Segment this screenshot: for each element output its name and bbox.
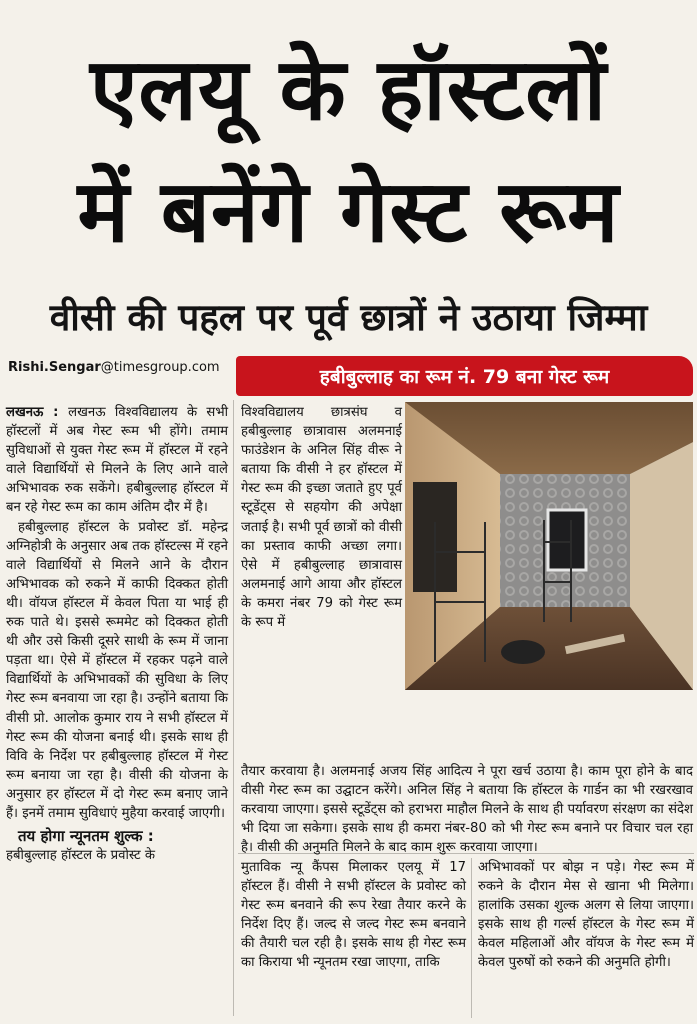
headline-line-2: में बनेंगे गेस्ट रूम [77,162,620,262]
guest-room-photo [405,402,693,690]
article-bottom-column-1: मुताविक न्यू कैंपस मिलाकर एलयू में 17 हॉस्टल हैं। वीसी ने सभी हॉस्टल के प्रवोस्ट को गेस्ट रूम बनवाने की रूप रेखा तैयार करने के निर्देश दिए हैं। जल्द से जल्द गेस्ट रूम बनवाने की तैयारी चल रही है। इसके साथ ही गेस्ट रूम का किराया भी न्यूनतम रखा जाएगा, ताकि [241,860,466,971]
subheadline: वीसी की पहल पर पूर्व छात्रों ने उठाया जिम्मा [49,296,648,339]
side-headline: हबीबुल्लाह का रूम नं. 79 बना गेस्ट रूम [319,366,610,388]
byline-domain: @timesgroup.com [100,360,220,375]
dateline: लखनऊ : [6,405,69,420]
byline [8,360,220,375]
article-wide-paragraph: तैयार करवाया है। अलमनाई अजय सिंह आदित्य ने पूरा खर्च उठाया है। काम पूरा होने के बाद वीसी गेस्ट रूम का उद्घाटन करेंगे। अनिल सिंह ने बताया कि हॉस्टल के गार्डन का भी रखरखाव करवाया जाएगा। इससे स्टूडेंट्स को हराभरा माहौल मिलने के साथ ही पर्यावरण संरक्षण का संदेश भी दिया जा सकेगा। इसके साथ ही कमरा नंबर-80 को भी गेस्ट रूम बनाने पर विचार चल रहा है। वीसी की अनुमति मिलने के बाद काम शुरू करवाया जाएगा। [241,764,693,856]
column-rule [233,400,234,1016]
article-column-1 [6,403,228,1019]
paragraph-fee-start: हबीबुल्लाह हॉस्टल के प्रवोस्ट के [6,848,155,864]
photo-tools [501,640,545,664]
photo-window [548,510,586,570]
paragraph-provost: हबीबुल्लाह हॉस्टल के प्रवोस्ट डॉ. महेन्द्र अग्निहोत्री के अनुसार अब तक हॉस्टल्स में रहने वाले विद्यार्थियों से मिलने आने के दौरान अभिभावक को रुकने में काफी दिक्कत होती थी। वॉयज हॉस्टल में केवल पिता या भाई ही रुक पाते थे। इससे रूममेट को दिक्कत होती थी और उसे किसी दूसरे साथी के रूम में जाना पड़ता था। ऐसे में हॉस्टल में रहकर पढ़ने वाले विद्यार्थियों के अभिभावकों की सुविधा के लिए गेस्ट रूम बनवाया जा रहा है। उन्होंने बताया कि वीसी प्रो. आलोक कुमार राय ने सभी हॉस्टल में गेस्ट रूम की योजना बनाई थी। इसके साथ ही विवि के निर्देश पर हबीबुल्लाह हॉस्टल में गेस्ट रूम बनाया जा रहा है। वीसी की योजना के अनुसार हर हॉस्टल में दो गेस्ट रूम बनाए जाने हैं। इनमें तमाम सुविधाएं मुहैया करवाई जाएगी। [6,519,228,821]
intro-text: लखनऊ विश्वविद्यालय के सभी हॉस्टलों में अब गेस्ट रूम भी होंगे। तमाम सुविधाओं से युक्त गेस्ट रूम में हॉस्टल में रहने वाले विद्यार्थियों से मिलने के लिए आने वाले अभिभावक रुक सकेंगे। हबीबुल्लाह हॉस्टल में बन रहे गेस्ट रूम का काम अंतिम दौर में है। [6,405,229,516]
article-column-2-top: विश्वविद्यालय छात्रसंघ व हबीबुल्लाह छात्रावास अलमनाई फाउंडेशन के अनिल सिंह वीरू ने बताया कि वीसी ने हर हॉस्टल में गेस्ट रूम की इच्छा जताते हुए पूर्व स्टूडेंट्स से सहयोग की अपेक्षा जताई है। सभी पूर्व छात्रों को वीसी का प्रस्ताव काफी अच्छा लगा। ऐसे में हबीबुल्लाह छात्रावास अलमनाई आगे आया और हॉस्टल के कमरा नंबर 79 को गेस्ट रूम के रूप में [241,405,402,631]
article-bottom-column-2: अभिभावकों पर बोझ न पड़े। गेस्ट रूम में रुकने के दौरान मेस से खाना भी मिलेगा। हालांकि उसका शुल्क अलग से लिया जाएगा। इसके साथ ही गर्ल्स हॉस्टल के गेस्ट रूम में केवल महिलाओं और वॉयज के गेस्ट रूम में केवल पुरुषों को रुकने की अनुमति होगी। [478,860,694,971]
paragraph-intro [6,403,228,518]
byline-name: Rishi.Sengar [8,360,101,375]
subhead-min-fee: तय होगा न्यूनतम शुल्क : [18,827,154,846]
column-rule [471,858,472,1018]
side-headline-band [236,356,693,396]
headline-line-1: एलयू के हॉस्टलों [90,40,607,140]
